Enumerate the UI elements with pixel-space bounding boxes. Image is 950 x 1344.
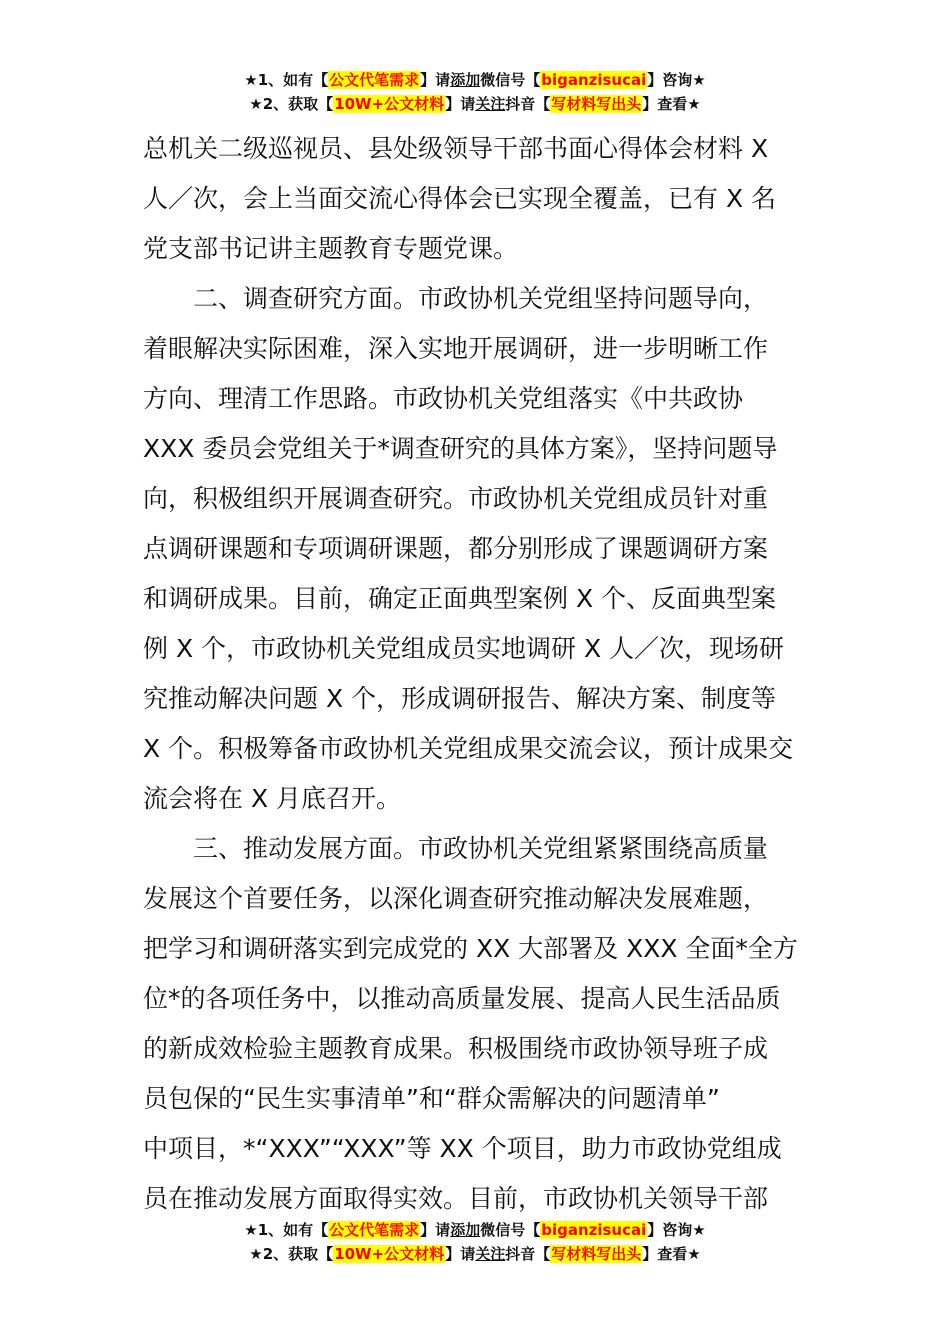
banner-underlined-text: 关注 — [475, 1245, 506, 1263]
body-line: 点调研课题和专项调研课题，都分别形成了课题调研方案 — [143, 534, 769, 563]
body-line: 发展这个首要任务，以深化调查研究推动解决发展难题， — [143, 884, 769, 913]
body-line: 位*的各项任务中，以推动高质量发展、提高人民生活品质 — [143, 984, 781, 1013]
body-line: 人／次，会上当面交流心得体会已实现全覆盖，已有 X 名 — [143, 184, 777, 213]
banner-text: 】咨询★ — [647, 1221, 706, 1239]
body-line: 中项目，*“XXX”“XXX”等 XX 个项目，助力市政协党组成 — [143, 1134, 782, 1163]
banner-highlight: 公文代笔需求 — [329, 1221, 420, 1239]
banner-highlight: 公文代笔需求 — [329, 71, 420, 89]
body-line: 把学习和调研落实到完成党的 XX 大部署及 XXX 全面*全方 — [143, 934, 798, 963]
banner-text: 】请 — [445, 95, 476, 113]
banner-text: ★2、获取【 — [249, 1245, 334, 1263]
body-line: 三、推动发展方面。市政协机关党组紧紧围绕高质量 — [143, 834, 769, 863]
banner-underlined-text: 添加 — [450, 1221, 481, 1239]
body-line: 总机关二级巡视员、县处级领导干部书面心得体会材料 X — [143, 134, 769, 163]
banner-text: ★1、如有【 — [244, 71, 329, 89]
body-line: 党支部书记讲主题教育专题党课。 — [143, 234, 519, 263]
banner-text: 】请 — [420, 71, 451, 89]
body-line: 的新成效检验主题教育成果。积极围绕市政协领导班子成 — [143, 1034, 769, 1063]
banner-line-1 — [0, 68, 950, 92]
body-line: 究推动解决问题 X 个，形成调研报告、解决方案、制度等 — [143, 684, 777, 713]
banner-line-2 — [0, 92, 950, 116]
banner-underlined-text: 添加 — [450, 71, 481, 89]
body-line: 方向、理清工作思路。市政协机关党组落实《中共政协 — [143, 384, 744, 413]
banner-line-2 — [0, 1242, 950, 1266]
banner-highlight: 写材料写出头 — [551, 95, 642, 113]
banner-text: 微信号【 — [480, 71, 541, 89]
body-line: 向，积极组织开展调查研究。市政协机关党组成员针对重 — [143, 484, 769, 513]
banner-highlight: 10W+公文材料 — [334, 1245, 445, 1263]
body-line: 员在推动发展方面取得实效。目前，市政协机关领导干部 — [143, 1184, 769, 1213]
banner-text: 】请 — [445, 1245, 476, 1263]
banner-underlined-text: 关注 — [475, 95, 506, 113]
document-body — [143, 124, 813, 1224]
body-line: X 个。积极筹备市政协机关党组成果交流会议，预计成果交 — [143, 734, 794, 763]
banner-highlight: biganzisucai — [541, 1221, 647, 1239]
body-line: XXX 委员会党组关于*调查研究的具体方案》，坚持问题导 — [143, 434, 778, 463]
footer-banner — [0, 1218, 950, 1266]
banner-text: 】查看★ — [642, 1245, 701, 1263]
body-line: 二、调查研究方面。市政协机关党组坚持问题导向， — [143, 284, 769, 313]
banner-text: ★1、如有【 — [244, 1221, 329, 1239]
banner-highlight: biganzisucai — [541, 71, 647, 89]
body-line: 着眼解决实际困难，深入实地开展调研，进一步明晰工作 — [143, 334, 769, 363]
banner-highlight: 写材料写出头 — [551, 1245, 642, 1263]
banner-text: 】查看★ — [642, 95, 701, 113]
banner-text: 抖音【 — [505, 1245, 551, 1263]
header-banner — [0, 68, 950, 116]
banner-text: 】咨询★ — [647, 71, 706, 89]
body-line: 和调研成果。目前，确定正面典型案例 X 个、反面典型案 — [143, 584, 777, 613]
banner-text: 微信号【 — [480, 1221, 541, 1239]
body-line: 员包保的“民生实事清单”和“群众需解决的问题清单” — [143, 1084, 720, 1113]
banner-text: 】请 — [420, 1221, 451, 1239]
banner-text: ★2、获取【 — [249, 95, 334, 113]
banner-text: 抖音【 — [505, 95, 551, 113]
body-line: 流会将在 X 月底召开。 — [143, 784, 402, 813]
banner-highlight: 10W+公文材料 — [334, 95, 445, 113]
body-line: 例 X 个，市政协机关党组成员实地调研 X 人／次，现场研 — [143, 634, 785, 663]
banner-line-1 — [0, 1218, 950, 1242]
